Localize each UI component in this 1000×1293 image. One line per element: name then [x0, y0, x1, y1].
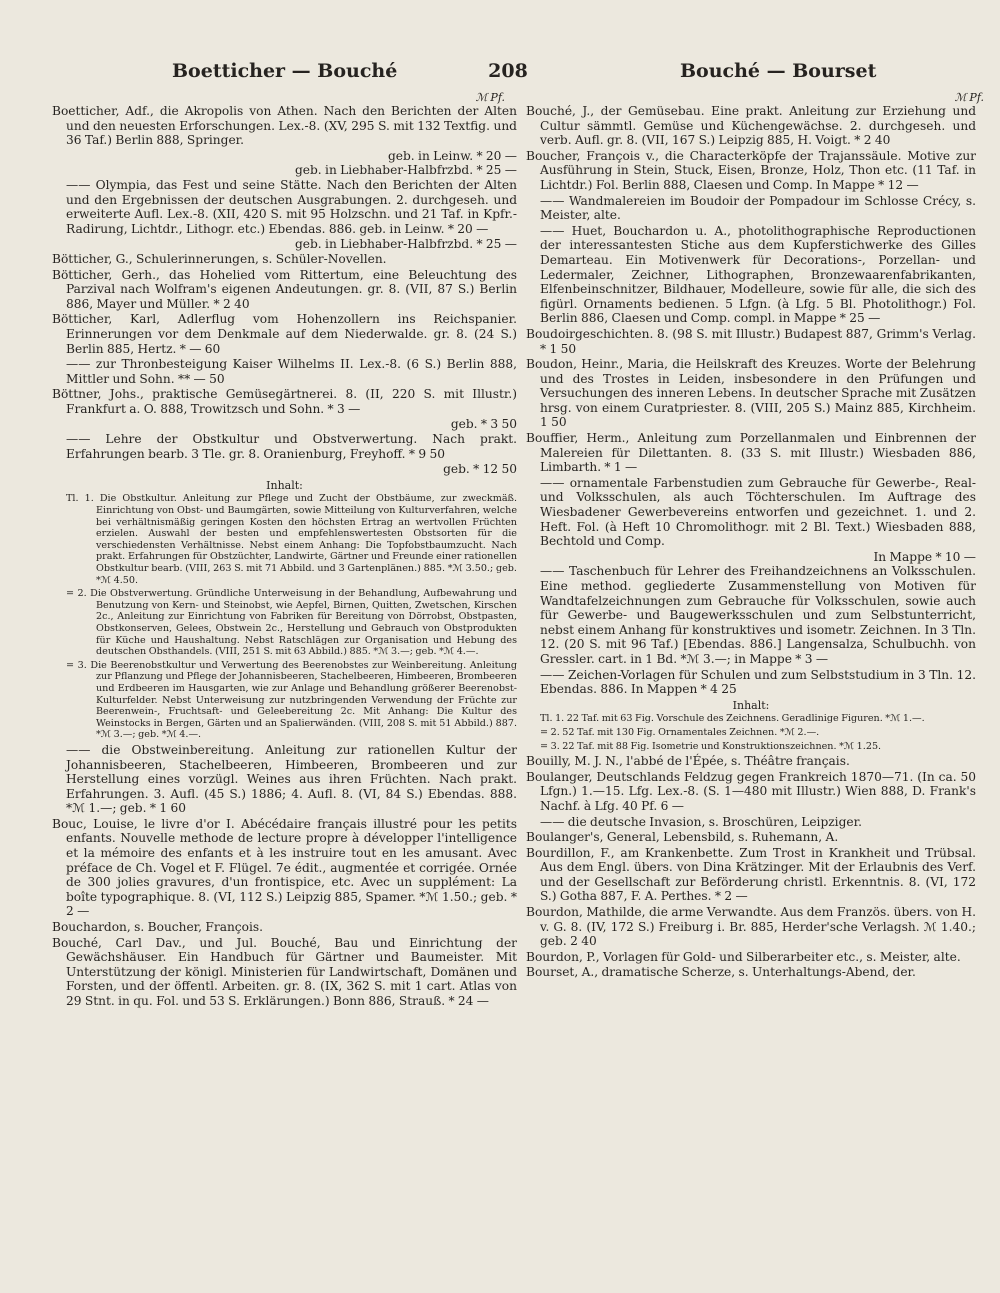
catalog-entry: —— Wandmalereien im Boudoir der Pompadour im Schlosse Crécy, s. Meister, alte. [540, 193, 976, 223]
catalog-entry: —— die deutsche Invasion, s. Broschüren, Leipziger. [540, 814, 862, 829]
contents-heading: Inhalt: [266, 478, 303, 492]
catalog-entry: Bötticher, Karl, Adlerflug vom Hohenzollern ins Reichspanier. Erinnerungen vor dem Denkmale auf dem Niederwalde. gr. 8. (24 S.) Berlin 885, Hertz. * — 60 [52, 312, 517, 356]
catalog-entry: —— ornamentale Farbenstudien zum Gebrauche für Gewerbe-, Real- und Volksschulen, als auch Töchterschulen. Im Auftrage des Wiesbadener Gewerbevereins entworfen und gezeichnet. 1. und 2. Heft. Fol. (à Heft 10 Chromolithogr. mit 2 Bl. Text.) Wiesbaden 888, Bechtold und Comp. [540, 475, 976, 549]
contents-item: Tl. 1. Die Obstkultur. Anleitung zur Pflege und Zucht der Obstbäume, zur zweckmäß. Einrichtung von Obst- und Baumgärten, sowie Mitteilung von Kulturverfahren, welche bei verhältnismäßig geringen Kosten den höchsten Ertrag an wertvollen Früchten erzielen. Auswahl der besten und empfehlenswertesten Obstsorten für die verschiedensten Verhältnisse. Nebst einem Anhang: Die Topfobstbaumzucht. Nach prakt. Erfahrungen für Obstzüchter, Landwirte, Gärtner und Freunde einer rationellen Obstkultur bearb. (VIII, 263 S. mit 71 Abbild. und 3 Gartenplänen.) 885. *ℳ 3.50.; geb. *ℳ 4.50. [66, 493, 517, 586]
left-column [52, 92, 517, 1010]
header-right-running-title: Bouché — Bourset [680, 60, 877, 82]
catalog-entry: Bouchardon, s. Boucher, François. [52, 920, 264, 935]
currency-unit-label: ℳ Pf. [954, 91, 984, 104]
price-line: geb. * 3 50 [450, 417, 517, 432]
catalog-entry: Bourset, A., dramatische Scherze, s. Unterhaltungs-Abend, der. [526, 965, 916, 980]
catalog-entry: Boudoirgeschichten. 8. (98 S. mit Illustr.) Budapest 887, Grimm's Verlag. * 1 50 [526, 326, 976, 356]
catalog-entry: Bourdon, Mathilde, die arme Verwandte. Aus dem Französ. übers. von H. v. G. 8. (IV, 172 S.) Freiburg i. Br. 885, Herder'sche Verlagsh. ℳ 1.40.; geb. 2 40 [526, 905, 976, 949]
catalog-entry: Bouc, Louise, le livre d'or I. Abécédaire français illustré pour les petits enfants. Nouvelle methode de lecture propre à développer l'intelligence et la mémoire des enfants et à les instruire tout en les amusant. Avec préface de Ch. Vogel et F. Flügel. 7e édit., augmentée et corrigée. Ornée de 300 jolies gravures, d'un frontispice, etc. Avec un supplément: La boîte typographique. 8. (VI, 112 S.) Leipzig 885, Spamer. *ℳ 1.50.; geb. * 2 — [52, 816, 517, 919]
price-line: In Mappe * 10 — [873, 549, 976, 564]
catalog-entry: Bouffier, Herm., Anleitung zum Porzellanmalen und Einbrennen der Malereien für Dilettanten. 8. (33 S. mit Illustr.) Wiesbaden 886, Limbarth. * 1 — [526, 431, 976, 475]
price-line: geb. in Liebhaber-Halbfrzbd. * 25 — [294, 237, 517, 252]
catalog-entry: Boucher, François v., die Characterköpfe der Trajanssäule. Motive zur Ausführung in Stein, Stuck, Eisen, Bronze, Holz, Thon etc. (11 Taf. in Lichtdr.) Fol. Berlin 888, Claesen und Comp. In Mappe * 12 — [526, 148, 976, 192]
catalog-entry: Boulanger's, General, Lebensbild, s. Ruhemann, A. [526, 830, 839, 845]
catalog-entry: Boulanger, Deutschlands Feldzug gegen Frankreich 1870—71. (In ca. 50 Lfgn.) 1.—15. Lfg. Lex.-8. (S. 1—480 mit Illustr.) Wien 888, D. Frank's Nachf. à Lfg. 40 Pf. 6 — [526, 769, 976, 813]
catalog-entry: —— Zeichen-Vorlagen für Schulen und zum Selbststudium in 3 Tln. 12. Ebendas. 886. In Mappen * 4 25 [540, 667, 976, 697]
catalog-entry: —— Olympia, das Fest und seine Stätte. Nach den Berichten der Alten und den Ergebnissen der deutschen Ausgrabungen. 2. durchgeseh. und erweiterte Aufl. Lex.-8. (XII, 420 S. mit 95 Holzschn. und 21 Taf. in Kpfr.-Radirung, Lichtdr., Lithogr. etc.) Ebendas. 886. geb. in Leinw. * 20 — [66, 177, 517, 236]
catalog-entry: —— Taschenbuch für Lehrer des Freihandzeichnens an Volksschulen. Eine method. gegliederte Zusammenstellung von Motiven für Wandtafelzeichnungen zum Gebrauche für Volksschulen, sowie auch für Gewerbe- und Baugewerksschulen und zum Selbstunterricht, nebst einem Anhang für konstruktives und isometr. Zeichnen. In 3 Tln. 12. (20 S. mit 96 Taf.) [Ebendas. 886.] Langensalza, Schulbuchh. von Gressler. cart. in 1 Bd. *ℳ 3.—; in Mappe * 3 — [540, 564, 976, 666]
contents-heading: Inhalt: [732, 698, 770, 712]
catalog-entry: Bourdillon, F., am Krankenbette. Zum Trost in Krankheit und Trübsal. Aus dem Engl. übers. von Dina Krätzinger. Mit der Erlaubnis des Verf. und der Gesellschaft zur Beförderung christl. Erkenntnis. 8. (VI, 172 S.) Gotha 887, F. A. Perthes. * 2 — [526, 845, 976, 904]
catalog-entry: Boudon, Heinr., Maria, die Heilskraft des Kreuzes. Worte der Belehrung und des Trostes in Leiden, insbesondere in den Prüfungen und Versuchungen des inneren Lebens. In deutscher Sprache mit Zusätzen hrsg. von einem Curatpriester. 8. (VIII, 205 S.) Mainz 885, Kirchheim. 1 50 [526, 357, 976, 430]
catalog-entry: Bötticher, G., Schulerinnerungen, s. Schüler-Novellen. [52, 251, 387, 266]
catalog-entry: —— zur Thronbesteigung Kaiser Wilhelms II. Lex.-8. (6 S.) Berlin 888, Mittler und Sohn. ** — 50 [66, 357, 517, 386]
catalog-entry: Bouilly, M. J. N., l'abbé de l'Épée, s. Théâtre français. [526, 754, 850, 769]
contents-item: = 2. 52 Taf. mit 130 Fig. Ornamentales Zeichnen. *ℳ 2.—. [540, 726, 820, 738]
catalog-entry: —— Huet, Bouchardon u. A., photolithographische Reproductionen der interessantesten Stiche aus dem Kupferstichwerke des Gilles Demarteau. Ein Motivenwerk für Decorations-, Porzellan- und Ledermaler, Zeichner, Lithographen, Bronzewaarenfabrikanten, Elfenbeinschnitzer, Bildhauer, Modelleure, sowie für alle, die sich des figürl. Ornaments bedienen. 5 Lfgn. (à Lfg. 5 Bl. Photolithogr.) Fol. Berlin 886, Claesen und Comp. compl. in Mappe * 25 — [540, 223, 976, 326]
page-header [0, 60, 1000, 92]
contents-item: = 3. 22 Taf. mit 88 Fig. Isometrie und Konstruktionszeichnen. *ℳ 1.25. [540, 740, 882, 752]
right-column [526, 91, 984, 981]
catalog-entry: Bouché, Carl Dav., und Jul. Bouché, Bau und Einrichtung der Gewächshäuser. Ein Handbuch für Gärtner und Baumeister. Mit Unterstützung der königl. Ministerien für Landwirtschaft, Domänen und Forsten, und der öffentl. Arbeiten. gr. 8. (IX, 362 S. mit 1 cart. Atlas von 29 Stnt. in qu. Fol. und 53 S. Erklärungen.) Bonn 886, Strauß. * 24 — [52, 935, 517, 1008]
contents-item: = 2. Die Obstverwertung. Gründliche Unterweisung in der Behandlung, Aufbewahrung und Benutzung von Kern- und Steinobst, wie Aepfel, Birnen, Quitten, Zwetschen, Kirschen 2c., Anleitung zur Einrichtung von Fabriken für Bereitung von Dörrobst, Obstpasten, Obstkonserven, Gelees, Obstwein 2c., Herstellung und Gebrauch von Obstprodukten für Küche und Haushaltung. Nebst Ratschlägen zur Organisation und Hebung des deutschen Obsthandels. (VIII, 251 S. mit 63 Abbild.) 885. *ℳ 3.—; geb. *ℳ 4.—. [66, 588, 517, 658]
catalog-entry: —— Lehre der Obstkultur und Obstverwertung. Nach prakt. Erfahrungen bearb. 3 Tle. gr. 8. Oranienburg, Freyhoff. * 9 50 [66, 432, 517, 461]
catalog-entry: Böttner, Johs., praktische Gemüsegärtnerei. 8. (II, 220 S. mit Illustr.) Frankfurt a. O. 888, Trowitzsch und Sohn. * 3 — [52, 387, 517, 416]
catalog-entry: Bouché, J., der Gemüsebau. Eine prakt. Anleitung zur Erziehung und Cultur sämmtl. Gemüse und Küchengewächse. 2. durchgeseh. und verb. Aufl. gr. 8. (VII, 167 S.) Leipzig 885, H. Voigt. * 2 40 [526, 104, 976, 148]
price-line: geb. * 12 50 [443, 462, 517, 477]
contents-item: Tl. 1. 22 Taf. mit 63 Fig. Vorschule des Zeichnens. Geradlinige Figuren. *ℳ 1.—. [540, 713, 925, 725]
catalog-entry: Boetticher, Adf., die Akropolis von Athen. Nach den Berichten der Alten und den neuesten Erforschungen. Lex.-8. (XV, 295 S. mit 132 Textfig. und 36 Taf.) Berlin 888, Springer. [52, 104, 517, 148]
currency-unit-label: ℳ Pf. [475, 91, 505, 104]
price-line: geb. in Liebhaber-Halbfrzbd. * 25 — [294, 163, 517, 178]
contents-item: = 3. Die Beerenobstkultur und Verwertung des Beerenobstes zur Weinbereitung. Anleitung zur Pflanzung und Pflege der Johannisbeeren, Stachelbeeren, Himbeeren, Brombeeren und Erdbeeren im Hausgarten, wie zur Anlage und Behandlung größerer Beerenobst-Kulturfelder. Nebst Unterweisung zur nutzbringenden Verwendung der Früchte zur Beerenwein-, Fruchtsaft- und Geleebereitung 2c. Mit Anhang: Die Kultur des Weinstocks in Bergen, Gärten und an Spalierwänden. (VIII, 208 S. mit 51 Abbild.) 887. *ℳ 3.—; geb. *ℳ 4.—. [66, 659, 517, 741]
catalog-entry: Bourdon, P., Vorlagen für Gold- und Silberarbeiter etc., s. Meister, alte. [526, 949, 961, 964]
price-line: geb. in Leinw. * 20 — [387, 148, 517, 163]
catalog-entry: Bötticher, Gerh., das Hohelied vom Rittertum, eine Beleuchtung des Parzival nach Wolfram's eigenen Andeutungen. gr. 8. (VII, 87 S.) Berlin 886, Mayer und Müller. * 2 40 [52, 267, 517, 311]
page-number: 208 [488, 60, 528, 82]
catalog-entry: —— die Obstweinbereitung. Anleitung zur rationellen Kultur der Johannisbeeren, Stachelbeeren, Himbeeren, Brombeeren und zur Herstellung eines vorzügl. Weines aus ihren Früchten. Nach prakt. Erfahrungen. 3. Aufl. (45 S.) 1886; 4. Aufl. 8. (VI, 84 S.) Ebendas. 888. *ℳ 1.—; geb. * 1 60 [66, 742, 517, 816]
header-left-running-title: Boetticher — Bouché [172, 60, 398, 82]
